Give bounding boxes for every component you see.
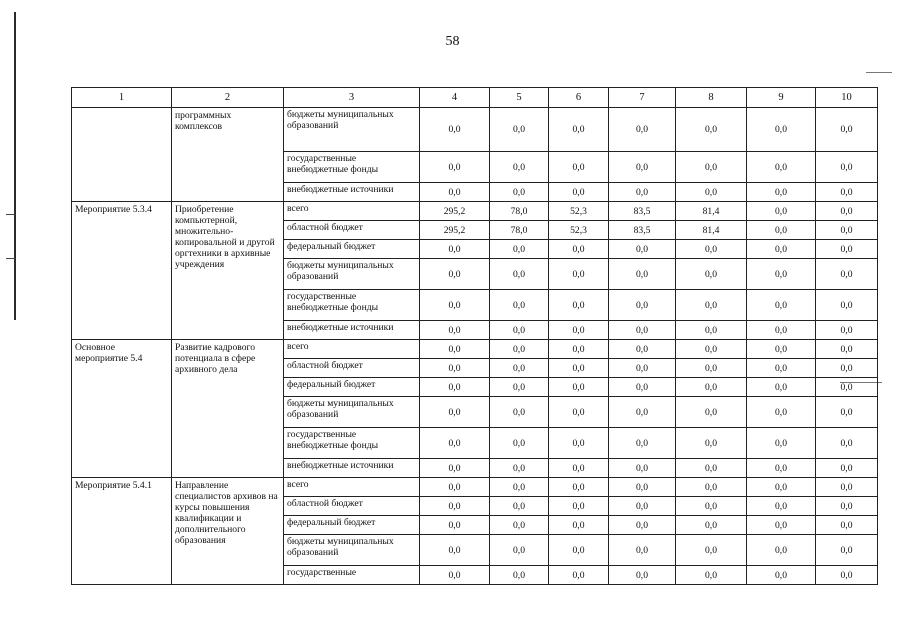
funding-source: бюджеты муниципальных образований [284,535,420,566]
value-cell: 0,0 [609,497,676,516]
value-cell: 0,0 [676,290,747,321]
event-description: Направление специалистов архивов на курсы повышения квалификации и дополнительного образования [172,478,284,585]
column-header: 9 [747,88,816,108]
value-cell: 81,4 [676,202,747,221]
table-row [72,202,878,221]
value-cell: 0,0 [816,397,878,428]
value-cell: 0,0 [747,202,816,221]
value-cell: 0,0 [549,516,609,535]
funding-source: внебюджетные источники [284,321,420,340]
table-row [72,340,878,359]
value-cell: 0,0 [490,259,549,290]
value-cell: 0,0 [816,221,878,240]
value-cell: 0,0 [490,152,549,183]
value-cell: 0,0 [549,566,609,585]
value-cell: 0,0 [609,152,676,183]
column-header: 10 [816,88,878,108]
funding-source: государственные внебюджетные фонды [284,428,420,459]
value-cell: 0,0 [676,566,747,585]
value-cell: 0,0 [676,240,747,259]
value-cell: 0,0 [747,397,816,428]
value-cell: 0,0 [747,183,816,202]
event-description: Развитие кадрового потенциала в сфере архивного дела [172,340,284,478]
value-cell: 0,0 [490,459,549,478]
event-code: Мероприятие 5.3.4 [72,202,172,340]
value-cell: 0,0 [549,240,609,259]
value-cell: 0,0 [676,535,747,566]
value-cell: 0,0 [816,428,878,459]
column-header: 6 [549,88,609,108]
value-cell: 0,0 [676,259,747,290]
value-cell: 0,0 [816,259,878,290]
value-cell: 0,0 [549,340,609,359]
value-cell: 0,0 [676,459,747,478]
value-cell: 0,0 [816,108,878,152]
event-description: программных комплексов [172,108,284,202]
value-cell: 0,0 [676,321,747,340]
value-cell: 0,0 [490,321,549,340]
value-cell: 0,0 [420,183,490,202]
column-header: 1 [72,88,172,108]
funding-source: государственные внебюджетные фонды [284,290,420,321]
value-cell: 0,0 [420,459,490,478]
value-cell: 0,0 [609,535,676,566]
value-cell: 0,0 [549,428,609,459]
value-cell: 83,5 [609,221,676,240]
value-cell: 0,0 [747,240,816,259]
value-cell: 0,0 [490,378,549,397]
value-cell: 83,5 [609,202,676,221]
funding-source: всего [284,202,420,221]
funding-source: внебюджетные источники [284,183,420,202]
value-cell: 0,0 [676,108,747,152]
value-cell: 0,0 [816,378,878,397]
value-cell: 0,0 [676,359,747,378]
value-cell: 0,0 [549,108,609,152]
funding-source: всего [284,478,420,497]
value-cell: 0,0 [549,259,609,290]
value-cell: 0,0 [747,378,816,397]
value-cell: 295,2 [420,221,490,240]
value-cell: 0,0 [490,478,549,497]
value-cell: 0,0 [420,378,490,397]
column-header: 8 [676,88,747,108]
value-cell: 295,2 [420,202,490,221]
value-cell: 0,0 [676,428,747,459]
funding-source: государственные внебюджетные фонды [284,152,420,183]
value-cell: 0,0 [747,566,816,585]
value-cell: 0,0 [549,359,609,378]
value-cell: 0,0 [549,478,609,497]
value-cell: 0,0 [816,497,878,516]
value-cell: 0,0 [420,478,490,497]
value-cell: 0,0 [676,478,747,497]
column-header: 4 [420,88,490,108]
value-cell: 0,0 [420,290,490,321]
value-cell: 0,0 [420,152,490,183]
value-cell: 0,0 [609,340,676,359]
value-cell: 0,0 [490,340,549,359]
value-cell: 0,0 [676,152,747,183]
value-cell: 0,0 [420,397,490,428]
funding-source: федеральный бюджет [284,378,420,397]
value-cell: 0,0 [609,321,676,340]
value-cell: 0,0 [549,459,609,478]
value-cell: 81,4 [676,221,747,240]
value-cell: 78,0 [490,202,549,221]
value-cell: 0,0 [816,321,878,340]
value-cell: 0,0 [747,535,816,566]
funding-source: государственные [284,566,420,585]
value-cell: 0,0 [747,321,816,340]
funding-source: федеральный бюджет [284,240,420,259]
value-cell: 0,0 [490,535,549,566]
value-cell: 0,0 [549,152,609,183]
value-cell: 0,0 [609,428,676,459]
margin-tick [6,258,15,259]
value-cell: 0,0 [490,359,549,378]
value-cell: 0,0 [420,340,490,359]
value-cell: 52,3 [549,202,609,221]
value-cell: 0,0 [420,359,490,378]
funding-source: федеральный бюджет [284,516,420,535]
value-cell: 0,0 [816,202,878,221]
funding-source: областной бюджет [284,359,420,378]
value-cell: 0,0 [676,516,747,535]
value-cell: 0,0 [490,290,549,321]
value-cell: 0,0 [816,516,878,535]
value-cell: 0,0 [747,478,816,497]
value-cell: 0,0 [816,459,878,478]
value-cell: 0,0 [747,359,816,378]
table-row [72,108,878,152]
value-cell: 0,0 [490,108,549,152]
value-cell: 0,0 [676,183,747,202]
value-cell: 0,0 [609,183,676,202]
value-cell: 0,0 [747,497,816,516]
value-cell: 0,0 [549,378,609,397]
value-cell: 0,0 [609,259,676,290]
value-cell: 0,0 [490,516,549,535]
value-cell: 0,0 [816,359,878,378]
value-cell: 0,0 [747,459,816,478]
page-number: 58 [445,34,460,49]
value-cell: 0,0 [609,290,676,321]
value-cell: 0,0 [490,428,549,459]
value-cell: 0,0 [609,478,676,497]
value-cell: 0,0 [609,359,676,378]
value-cell: 0,0 [816,535,878,566]
margin-tick [6,214,15,215]
value-cell: 0,0 [490,397,549,428]
value-cell: 0,0 [609,459,676,478]
value-cell: 0,0 [420,240,490,259]
value-cell: 0,0 [549,321,609,340]
value-cell: 0,0 [420,428,490,459]
value-cell: 52,3 [549,221,609,240]
event-description: Приобретение компьютерной, множительно-копировальной и другой оргтехники в архивные учреждения [172,202,284,340]
value-cell: 0,0 [676,497,747,516]
funding-source: бюджеты муниципальных образований [284,259,420,290]
value-cell: 0,0 [420,321,490,340]
value-cell: 0,0 [676,378,747,397]
value-cell: 0,0 [747,428,816,459]
value-cell: 0,0 [420,535,490,566]
column-header: 3 [284,88,420,108]
value-cell: 0,0 [676,340,747,359]
value-cell: 0,0 [490,566,549,585]
value-cell: 0,0 [490,183,549,202]
funding-source: бюджеты муниципальных образований [284,397,420,428]
value-cell: 0,0 [816,566,878,585]
value-cell: 0,0 [747,340,816,359]
column-header: 7 [609,88,676,108]
event-code: Мероприятие 5.4.1 [72,478,172,585]
value-cell: 0,0 [816,240,878,259]
value-cell: 0,0 [549,290,609,321]
value-cell: 0,0 [816,478,878,497]
value-cell: 0,0 [420,516,490,535]
funding-source: областной бюджет [284,497,420,516]
value-cell: 0,0 [549,397,609,428]
value-cell: 0,0 [609,240,676,259]
value-cell: 0,0 [747,259,816,290]
event-code: Основное мероприятие 5.4 [72,340,172,478]
value-cell: 0,0 [609,378,676,397]
column-header: 2 [172,88,284,108]
scan-mark [866,72,892,73]
column-header: 5 [490,88,549,108]
value-cell: 0,0 [747,290,816,321]
budget-table [71,87,878,585]
value-cell: 0,0 [747,516,816,535]
value-cell: 0,0 [816,340,878,359]
value-cell: 0,0 [609,566,676,585]
value-cell: 0,0 [549,183,609,202]
value-cell: 0,0 [420,259,490,290]
table-row [72,478,878,497]
value-cell: 0,0 [816,183,878,202]
event-cell [72,108,172,202]
value-cell: 0,0 [490,497,549,516]
value-cell: 0,0 [609,516,676,535]
value-cell: 78,0 [490,221,549,240]
left-margin-rule [14,12,16,320]
value-cell: 0,0 [490,240,549,259]
value-cell: 0,0 [420,497,490,516]
value-cell: 0,0 [549,535,609,566]
value-cell: 0,0 [747,152,816,183]
value-cell: 0,0 [609,397,676,428]
value-cell: 0,0 [816,290,878,321]
value-cell: 0,0 [420,108,490,152]
funding-source: бюджеты муниципальных образований [284,108,420,152]
funding-source: всего [284,340,420,359]
value-cell: 0,0 [747,221,816,240]
value-cell: 0,0 [747,108,816,152]
header-row [72,88,878,108]
value-cell: 0,0 [676,397,747,428]
funding-source: областной бюджет [284,221,420,240]
budget-table-container [71,87,877,585]
value-cell: 0,0 [549,497,609,516]
value-cell: 0,0 [609,108,676,152]
funding-source: внебюджетные источники [284,459,420,478]
value-cell: 0,0 [816,152,878,183]
value-cell: 0,0 [420,566,490,585]
